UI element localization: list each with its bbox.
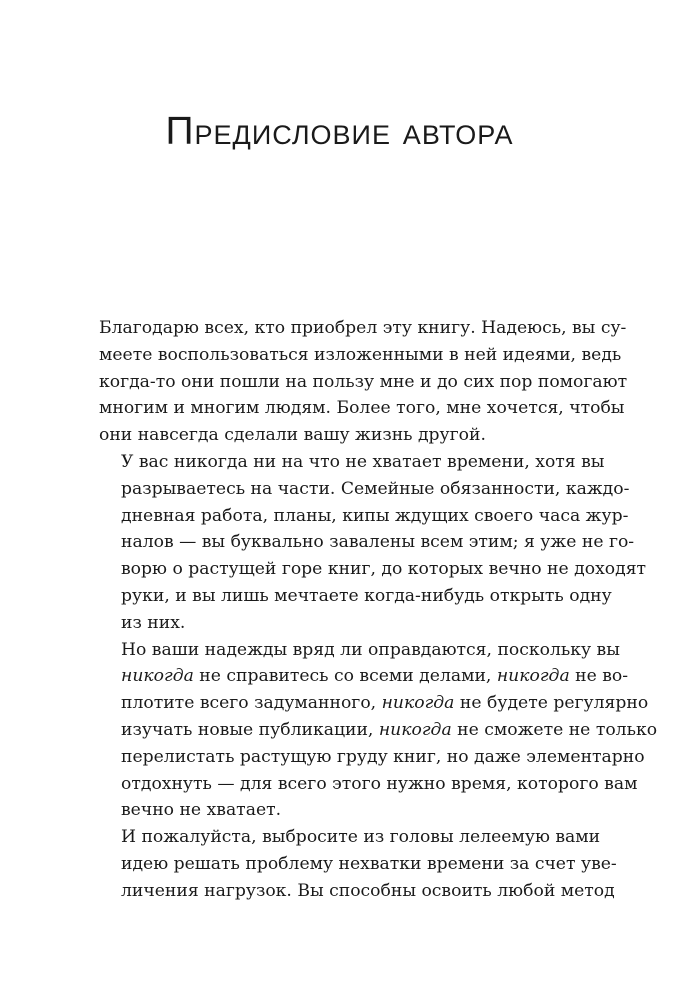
text-run: многим и многим людям. Более того, мне хочется, чтобы bbox=[99, 398, 625, 419]
emphasis-text: никогда bbox=[378, 719, 452, 740]
text-line bbox=[99, 422, 583, 449]
text-line bbox=[99, 449, 605, 476]
emphasis-text: никогда bbox=[381, 693, 455, 714]
text-run: они навсегда сделали вашу жизнь другой. bbox=[99, 425, 486, 446]
text-line bbox=[99, 690, 649, 717]
text-line bbox=[99, 771, 638, 798]
text-run: отдохнуть — для всего этого нужно время, которого вам bbox=[121, 773, 638, 794]
text-run: вечно не хватает. bbox=[121, 800, 282, 821]
text-run: И пожалуйста, выбросите из головы лелеемую вами bbox=[121, 827, 601, 848]
text-run: личения нагрузок. Вы способны освоить любой метод bbox=[121, 880, 615, 901]
text-line bbox=[99, 476, 630, 503]
text-line bbox=[99, 342, 622, 369]
text-run: перелистать растущую груду книг, но даже элементарно bbox=[121, 746, 645, 767]
text-run: когда-то они пошли на пользу мне и до сих пор помогают bbox=[99, 371, 628, 392]
text-run: не во- bbox=[569, 666, 629, 687]
body-text bbox=[99, 315, 658, 905]
text-line bbox=[99, 315, 627, 342]
emphasis-text: никогда bbox=[496, 666, 570, 687]
paragraph bbox=[99, 637, 658, 825]
paragraph bbox=[99, 315, 628, 449]
text-line bbox=[99, 503, 629, 530]
text-line bbox=[99, 556, 647, 583]
text-line bbox=[99, 797, 583, 824]
text-run: налов — вы буквально завалены всем этим; я уже не го- bbox=[121, 532, 635, 553]
text-line bbox=[99, 824, 601, 851]
text-line bbox=[99, 663, 629, 690]
text-run: ворю о растущей горе книг, до которых вечно не доходят bbox=[121, 559, 647, 580]
text-run: дневная работа, планы, кипы ждущих своего часа жур- bbox=[121, 505, 629, 526]
text-line bbox=[99, 744, 645, 771]
text-run: У вас никогда ни на что не хватает времени, хотя вы bbox=[121, 451, 605, 472]
text-run: руки, и вы лишь мечтаете когда-нибудь открыть одну bbox=[121, 585, 612, 606]
text-run: не справитесь со всеми делами, bbox=[193, 666, 497, 687]
text-line bbox=[99, 878, 615, 905]
chapter-title: Предисловие автора bbox=[165, 110, 514, 154]
text-run: не сможете не только bbox=[451, 719, 658, 740]
text-line bbox=[99, 610, 583, 637]
text-line bbox=[99, 637, 620, 664]
text-run: плотите всего задуманного, bbox=[121, 693, 382, 714]
text-line bbox=[99, 395, 625, 422]
text-run: изучать новые публикации, bbox=[121, 719, 379, 740]
paragraph bbox=[99, 824, 617, 904]
text-line bbox=[99, 851, 617, 878]
text-run: разрываетесь на части. Семейные обязанности, каждо- bbox=[121, 478, 630, 499]
text-line bbox=[99, 717, 658, 744]
text-run: Но ваши надежды вряд ли оправдаются, поскольку вы bbox=[121, 639, 620, 660]
emphasis-text: никогда bbox=[121, 666, 194, 687]
text-run: идею решать проблему нехватки времени за счет уве- bbox=[121, 853, 617, 874]
text-run: меете воспользоваться изложенными в ней идеями, ведь bbox=[99, 344, 622, 365]
text-run: из них. bbox=[121, 612, 186, 633]
text-run: Благодарю всех, кто приобрел эту книгу. Надеюсь, вы су- bbox=[99, 318, 627, 338]
text-line bbox=[99, 369, 628, 396]
paragraph bbox=[99, 449, 647, 637]
text-line bbox=[99, 583, 612, 610]
text-line bbox=[99, 529, 635, 556]
text-run: не будете регулярно bbox=[454, 693, 649, 714]
